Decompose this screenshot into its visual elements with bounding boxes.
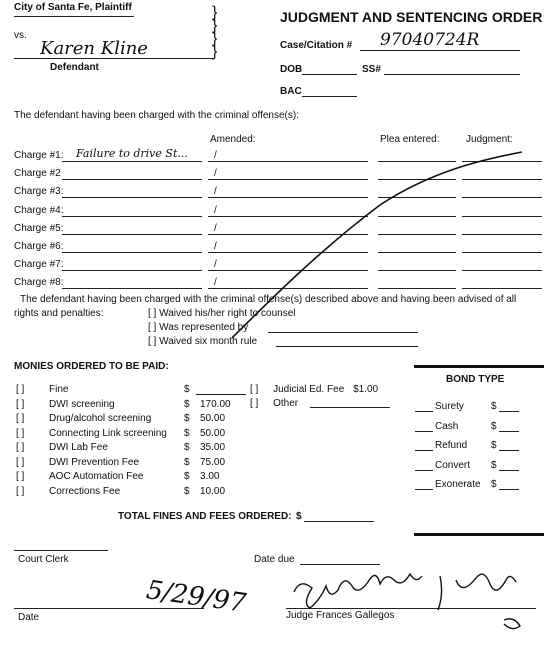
checkbox[interactable]: [ ]	[16, 456, 25, 468]
fee-currency: $	[184, 398, 190, 410]
fee-currency: $	[184, 485, 190, 497]
charge-label: Charge #5:	[14, 223, 64, 234]
amended-header: Amended:	[210, 134, 256, 145]
fee-amount: 10.00	[200, 485, 226, 497]
dob-label: DOB	[280, 64, 303, 75]
bond-currency: $	[491, 459, 497, 471]
fee-amount: $1.00	[353, 384, 379, 395]
judgment-header: Judgment:	[466, 134, 513, 145]
defendant-name: Karen Kline	[40, 38, 148, 59]
amended-slash: /	[214, 277, 217, 288]
bond-heading: BOND TYPE	[446, 374, 505, 385]
option-label: Waived his/her right to counsel	[159, 308, 296, 319]
date-label: Date	[18, 612, 40, 623]
case-label: Case/Citation #	[280, 40, 353, 51]
date-due-label: Date due	[254, 554, 295, 565]
fee-name: AOC Automation Fee	[49, 471, 144, 482]
charge-label: Charge #2	[14, 168, 61, 179]
fee-currency: $	[184, 471, 190, 482]
bracket: } } } }	[212, 4, 218, 60]
fee-name: DWI screening	[49, 398, 115, 410]
checkbox[interactable]: [ ]	[16, 471, 25, 482]
checkbox[interactable]: [ ]	[16, 413, 25, 424]
charge-label: Charge #4:	[14, 205, 64, 216]
advised-text-2: rights and penalties:	[14, 308, 104, 319]
fee-currency: $	[184, 384, 190, 395]
fee-currency: $	[184, 442, 190, 453]
date-value: 5/29/97	[144, 575, 248, 619]
fee-amount: 170.00	[200, 398, 231, 410]
fee-currency: $	[184, 427, 190, 439]
checkbox[interactable]: [ ]	[250, 384, 259, 395]
bond-name: Convert	[435, 459, 471, 471]
amended-slash: /	[214, 259, 217, 270]
charge-value: Failure to drive St...	[76, 147, 188, 160]
defendant-label: Defendant	[50, 62, 99, 73]
bond-currency: $	[491, 401, 497, 412]
bac-label: BAC	[280, 86, 302, 97]
monies-heading: MONIES ORDERED TO BE PAID:	[14, 361, 169, 372]
amended-slash: /	[214, 241, 217, 252]
charge-label: Charge #3:	[14, 186, 64, 197]
bond-name: Cash	[435, 420, 459, 432]
fee-name: Drug/alcohol screening	[49, 413, 152, 424]
bond-name: Refund	[435, 440, 468, 451]
fee-name: DWI Lab Fee	[49, 442, 108, 453]
checkbox[interactable]: [ ]	[16, 384, 25, 395]
fee-name: DWI Prevention Fee	[49, 456, 140, 468]
fee-name: Corrections Fee	[49, 485, 121, 497]
checkbox[interactable]: [ ]	[16, 427, 25, 439]
checkbox[interactable]: [ ]	[250, 398, 259, 409]
court-clerk-label: Court Clerk	[18, 554, 69, 565]
fee-amount: 3.00	[200, 471, 220, 482]
fee-amount: 50.00	[200, 413, 226, 424]
fee-currency: $	[184, 413, 190, 424]
checkbox[interactable]: [ ]	[16, 442, 25, 453]
checkbox[interactable]: [ ]	[16, 398, 25, 410]
amended-slash: /	[214, 168, 217, 179]
charge-label: Charge #6:	[14, 241, 64, 252]
option-label: Was represented by	[159, 322, 249, 333]
fee-amount: 35.00	[200, 442, 226, 453]
charges-intro: The defendant having been charged with the criminal offense(s):	[14, 110, 299, 121]
fee-name: Fine	[49, 384, 69, 395]
bond-name: Surety	[435, 401, 464, 412]
bond-currency: $	[491, 420, 497, 432]
fee-amount: 75.00	[200, 456, 226, 468]
judge-signature	[294, 574, 520, 629]
judge-label: Judge Frances Gallegos	[286, 610, 395, 621]
charge-label: Charge #8:	[14, 277, 64, 288]
option-label: Waived six month rule	[159, 336, 258, 347]
amended-slash: /	[214, 223, 217, 234]
fee-currency: $	[184, 456, 190, 468]
checkbox[interactable]: [ ]	[148, 322, 157, 333]
plea-header: Plea entered:	[380, 134, 440, 145]
checkbox[interactable]: [ ]	[148, 308, 157, 319]
amended-slash: /	[214, 150, 217, 161]
ss-label: SS#	[362, 64, 381, 75]
fee-name: Other	[273, 398, 299, 409]
checkbox[interactable]: [ ]	[16, 485, 25, 497]
fee-name: Connecting Link screening	[49, 427, 167, 439]
fee-amount: 50.00	[200, 427, 226, 439]
page-title: JUDGMENT AND SENTENCING ORDER	[280, 9, 543, 25]
strike-through-line	[232, 152, 522, 338]
bond-currency: $	[491, 440, 497, 451]
bond-currency: $	[491, 479, 497, 490]
amended-slash: /	[214, 186, 217, 197]
total-currency: $	[296, 511, 302, 522]
case-value: 97040724R	[380, 30, 480, 50]
charge-label: Charge #7:	[14, 259, 64, 270]
fee-name: Judicial Ed. Fee	[273, 384, 345, 395]
bond-name: Exonerate	[435, 479, 481, 490]
amended-slash: /	[214, 205, 217, 216]
plaintiff-label: City of Santa Fe, Plaintiff	[14, 2, 132, 13]
vs-label: vs.	[14, 30, 27, 41]
checkbox[interactable]: [ ]	[148, 336, 157, 347]
total-label: TOTAL FINES AND FEES ORDERED:	[118, 511, 292, 522]
advised-text: The defendant having been charged with the criminal offense(s) described above and having been advised of all	[20, 294, 517, 305]
charge-label: Charge #1:	[14, 150, 64, 161]
